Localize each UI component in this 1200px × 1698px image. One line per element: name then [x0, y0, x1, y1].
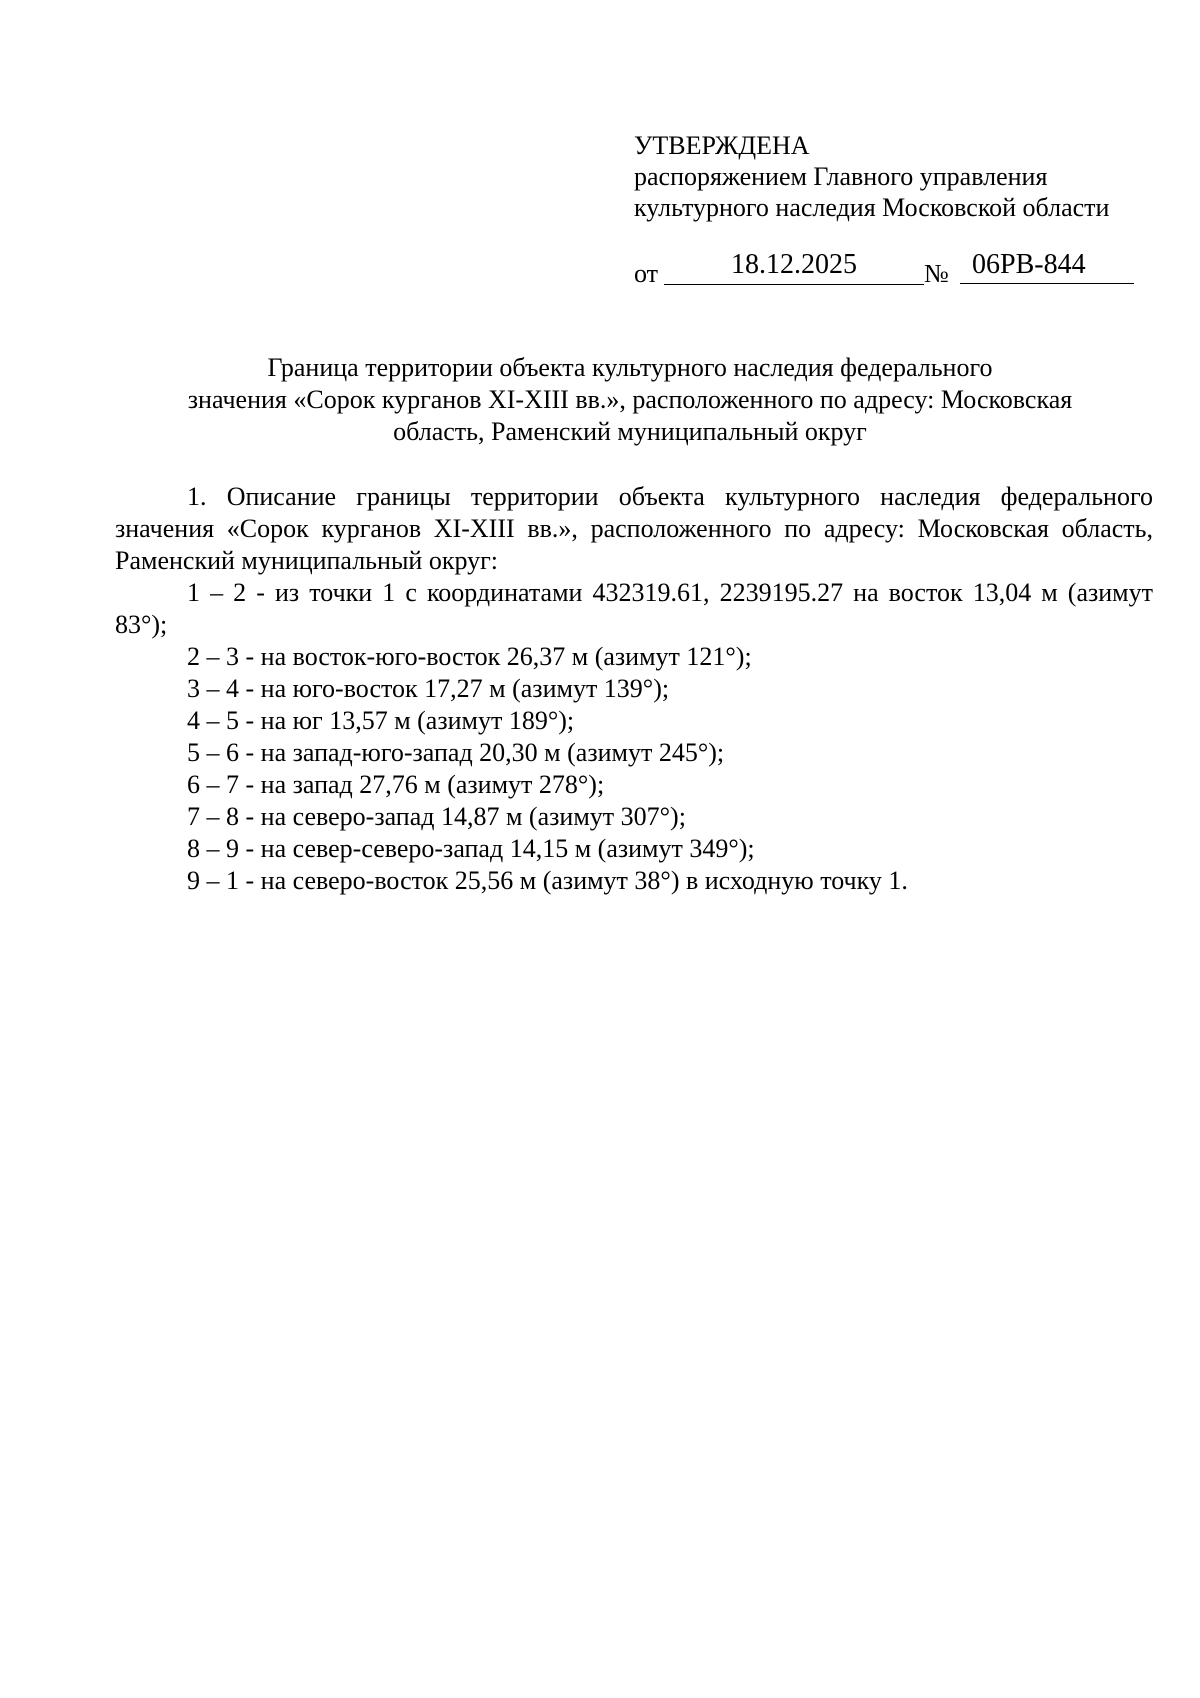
title-line-1: Граница территории объекта культурного наследия федерального — [267, 353, 993, 382]
boundary-segment: 5 – 6 - на запад-юго-запад 20,30 м (азимут 245°); — [187, 738, 725, 767]
boundary-segment: 3 – 4 - на юго-восток 17,27 м (азимут 139°); — [187, 674, 670, 703]
document-title — [110, 352, 1150, 448]
date-label: от — [634, 259, 659, 288]
approval-heading: УТВЕРЖДЕНА — [634, 131, 810, 160]
approval-date: 18.12.2025 — [664, 250, 924, 285]
intro-paragraph: 1. Описание границы территории объекта культурного наследия федерального значения «Сорок курганов XI-XIII вв.», расположенного по адресу: Московская область, Раменский муниципальный округ: — [115, 482, 1153, 575]
approval-issuer-line-1: распоряжением Главного управления — [634, 162, 1048, 191]
boundary-segment: 8 – 9 - на север-северо-запад 14,15 м (азимут 349°); — [187, 834, 755, 863]
approval-issuer-line-2: культурного наследия Московской области — [634, 193, 1110, 222]
boundary-segment: 1 – 2 - из точки 1 с координатами 432319.61, 2239195.27 на восток 13,04 м (азимут 83°); — [115, 578, 1153, 639]
boundary-segment: 4 – 5 - на юг 13,57 м (азимут 189°); — [187, 706, 575, 735]
title-line-3: область, Раменский муниципальный округ — [393, 417, 867, 446]
number-sign: № — [924, 259, 949, 288]
approval-number: 06РВ-844 — [960, 250, 1134, 284]
boundary-description — [115, 481, 1153, 897]
boundary-segment: 6 – 7 - на запад 27,76 м (азимут 278°); — [187, 770, 605, 799]
boundary-segment: 7 – 8 - на северо-запад 14,87 м (азимут 307°); — [187, 802, 686, 831]
title-line-2: значения «Сорок курганов XI-XIII вв.», расположенного по адресу: Московская — [187, 385, 1073, 414]
boundary-segment: 2 – 3 - на восток-юго-восток 26,37 м (азимут 121°); — [187, 642, 752, 671]
boundary-segment: 9 – 1 - на северо-восток 25,56 м (азимут 38°) в исходную точку 1. — [187, 866, 908, 895]
registration-line — [634, 250, 1134, 290]
approval-block — [634, 130, 1154, 223]
